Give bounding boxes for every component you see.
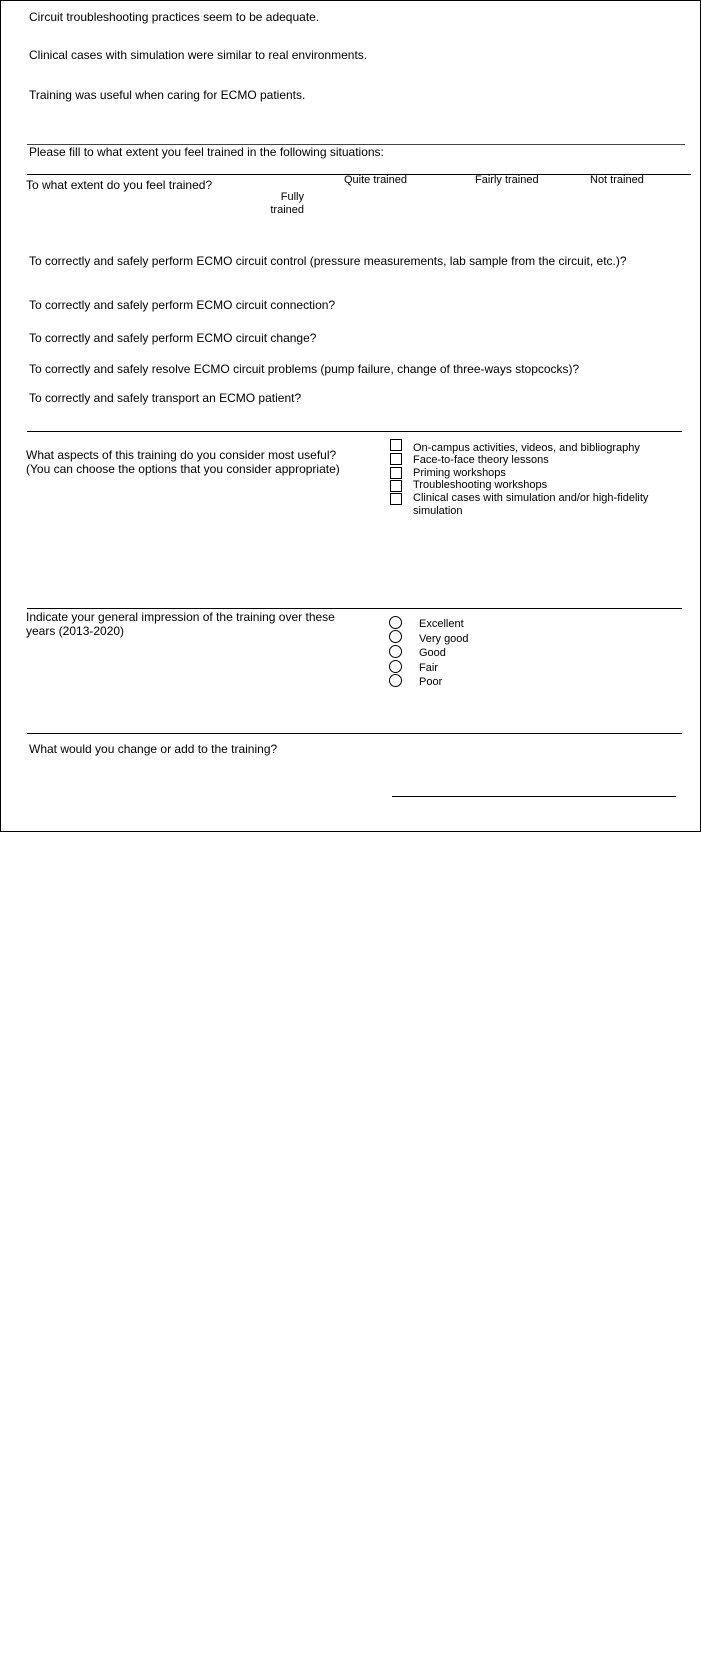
useful-option-label: Face-to-face theory lessons [413, 454, 549, 466]
section-divider [27, 733, 682, 734]
useful-option-checkbox[interactable] [390, 467, 402, 479]
scale-not-trained: Not trained [590, 174, 644, 186]
impression-question: Indicate your general impression of the training over these years (2013-2020) [26, 610, 335, 638]
training-question: To what extent do you feel trained? [26, 178, 213, 192]
impression-option-radio[interactable] [389, 645, 402, 658]
impression-option-label: Fair [419, 662, 438, 674]
training-item-circuit-problems: To correctly and safely resolve ECMO circuit problems (pump failure, change of three-ways stopcocks)? [29, 362, 580, 376]
change-question: What would you change or add to the training? [29, 742, 278, 756]
useful-option-checkbox[interactable] [390, 480, 402, 492]
useful-option-checkbox[interactable] [390, 493, 402, 505]
impression-option-label: Excellent [419, 618, 464, 630]
training-instruction: Please fill to what extent you feel trained in the following situations: [29, 145, 384, 159]
statement-training-usefulness: Training was useful when caring for ECMO patients. [29, 88, 306, 102]
impression-option-radio[interactable] [389, 616, 402, 629]
impression-option-radio[interactable] [389, 630, 402, 643]
scale-fully-trained: Fully trained [270, 191, 304, 216]
useful-option-label: Priming workshops [413, 467, 506, 479]
training-item-circuit-control: To correctly and safely perform ECMO circuit control (pressure measurements, lab sample from the circuit, etc.)? [29, 254, 627, 268]
impression-option-label: Very good [419, 633, 469, 645]
section-divider [27, 431, 682, 432]
training-item-transport: To correctly and safely transport an ECMO patient? [29, 391, 302, 405]
impression-option-label: Poor [419, 676, 443, 688]
training-item-circuit-connection: To correctly and safely perform ECMO circuit connection? [29, 298, 336, 312]
statement-simulation-realism: Clinical cases with simulation were similar to real environments. [29, 48, 368, 62]
useful-option-label: Troubleshooting workshops [413, 479, 548, 491]
section-divider [27, 608, 682, 609]
impression-option-radio[interactable] [389, 660, 402, 673]
scale-quite-trained: Quite trained [344, 174, 407, 186]
change-answer-line[interactable] [392, 796, 676, 797]
useful-option-checkbox[interactable] [390, 453, 402, 465]
useful-question-line2: (You can choose the options that you consider appropriate) [26, 462, 340, 476]
useful-option-label: Clinical cases with simulation and/or high-fidelity simulation [413, 492, 649, 517]
useful-question-line1: What aspects of this training do you consider most useful? [26, 448, 337, 462]
training-item-circuit-change: To correctly and safely perform ECMO circuit change? [29, 331, 317, 345]
impression-option-label: Good [419, 647, 446, 659]
useful-option-label: On-campus activities, videos, and bibliography [413, 442, 640, 454]
statement-troubleshooting: Circuit troubleshooting practices seem to be adequate. [29, 10, 320, 24]
impression-option-radio[interactable] [389, 674, 402, 687]
useful-option-checkbox[interactable] [390, 439, 402, 451]
scale-fairly-trained: Fairly trained [475, 174, 539, 186]
